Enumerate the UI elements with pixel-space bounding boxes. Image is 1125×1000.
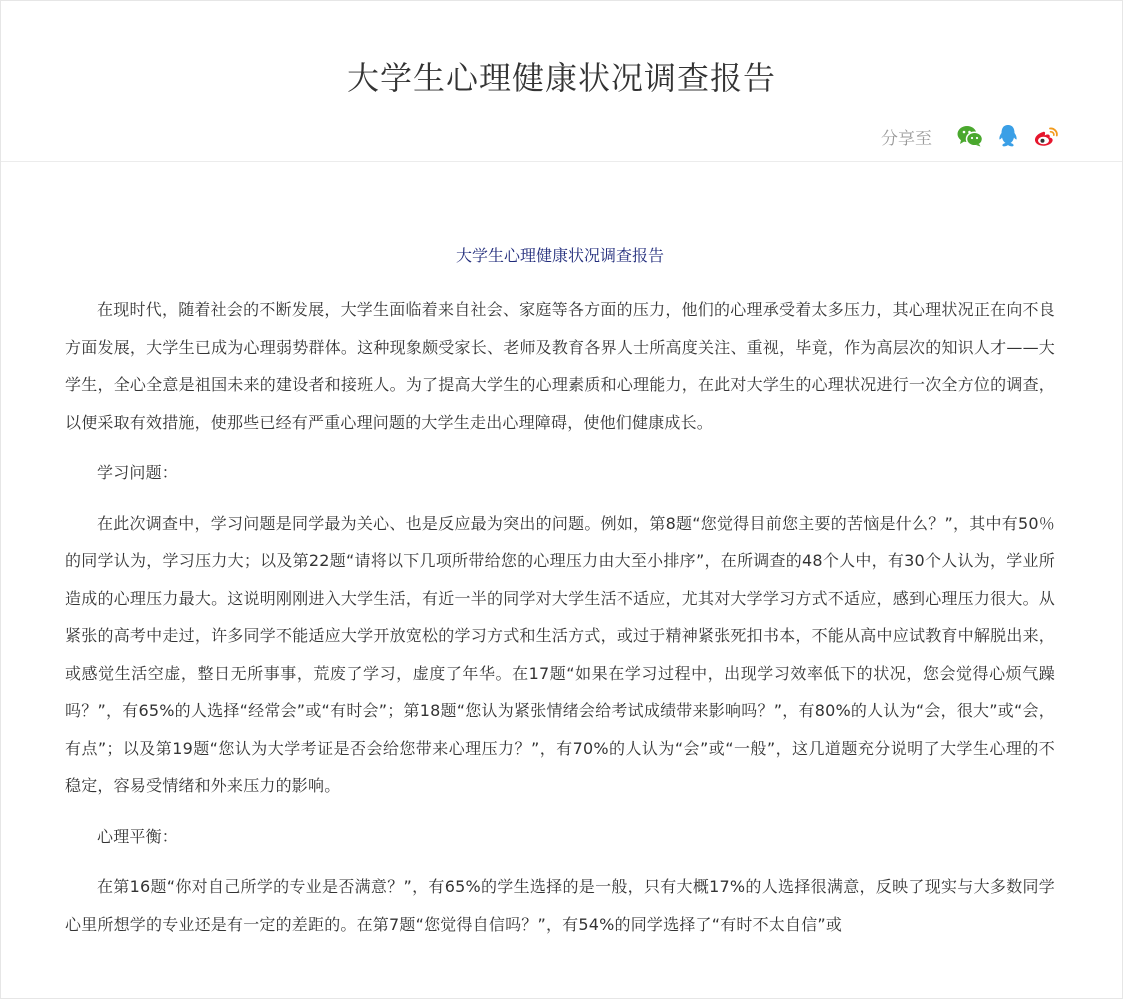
share-bar [881, 121, 1060, 151]
wechat-icon[interactable] [956, 122, 984, 150]
paragraph-study: 在此次调查中，学习问题是同学最为关心、也是反应最为突出的问题。例如，第8题“您觉得目前您主要的苦恼是什么？”，其中有50％的同学认为，学习压力大；以及第22题“请将以下几项所带给您的心理压力由大至小排序”，在所调查的48个人中，有30个人认为，学业所造成的心理压力最大。这说明刚刚进入大学生活，有近一半的同学对大学生活不适应，尤其对大学学习方式不适应，感到心理压力很大。从紧张的高考中走过，许多同学不能适应大学开放宽松的学习方式和生活方式，或过于精神紧张死扣书本，不能从高中应试教育中解脱出来，或感觉生活空虚，整日无所事事，荒废了学习，虚度了年华。在17题“如果在学习过程中，出现学习效率低下的状况，您会觉得心烦气躁吗？”，有65%的人选择“经常会”或“有时会”；第18题“您认为紧张情绪会给考试成绩带来影响吗？”，有80%的人认为“会，很大”或“会，有点”；以及第19题“您认为大学考证是否会给您带来心理压力？”，有70%的人认为“会”或“一般”，这几道题充分说明了大学生心理的不稳定，容易受情绪和外来压力的影响。 [65, 513, 1055, 795]
page-header [1, 1, 1122, 162]
section-heading-balance: 心理平衡： [97, 826, 179, 846]
paragraph-balance: 在第16题“你对自己所学的专业是否满意？”，有65%的学生选择的是一般，只有大概17%的人选择很满意，反映了现实与大多数同学心里所想学的专业还是有一定的差距的。在第7题“您觉得自信吗？”，有54%的同学选择了“有时不太自信”或 [65, 877, 1055, 934]
qq-icon[interactable] [994, 122, 1022, 150]
weibo-icon[interactable] [1032, 122, 1060, 150]
section-heading-study: 学习问题： [97, 463, 179, 482]
page-title: 大学生心理健康状况调查报告 [346, 59, 776, 97]
paragraph-intro: 在现时代，随着社会的不断发展，大学生面临着来自社会、家庭等各方面的压力，他们的心理承受着太多压力，其心理状况正在向不良方面发展，大学生已成为心理弱势群体。这种现象颇受家长、老师及教育各界人士所高度关注、重视，毕竟，作为高层次的知识人才——大学生，全心全意是祖国未来的建设者和接班人。为了提高大学生的心理素质和心理能力，在此对大学生的心理状况进行一次全方位的调查，以便采取有效措施，使那些已经有严重心理问题的大学生走出心理障碍，使他们健康成长。 [65, 300, 1055, 432]
share-label: 分享至 [881, 128, 932, 149]
article-body [65, 242, 1055, 956]
article-title: 大学生心理健康状况调查报告 [455, 246, 664, 265]
